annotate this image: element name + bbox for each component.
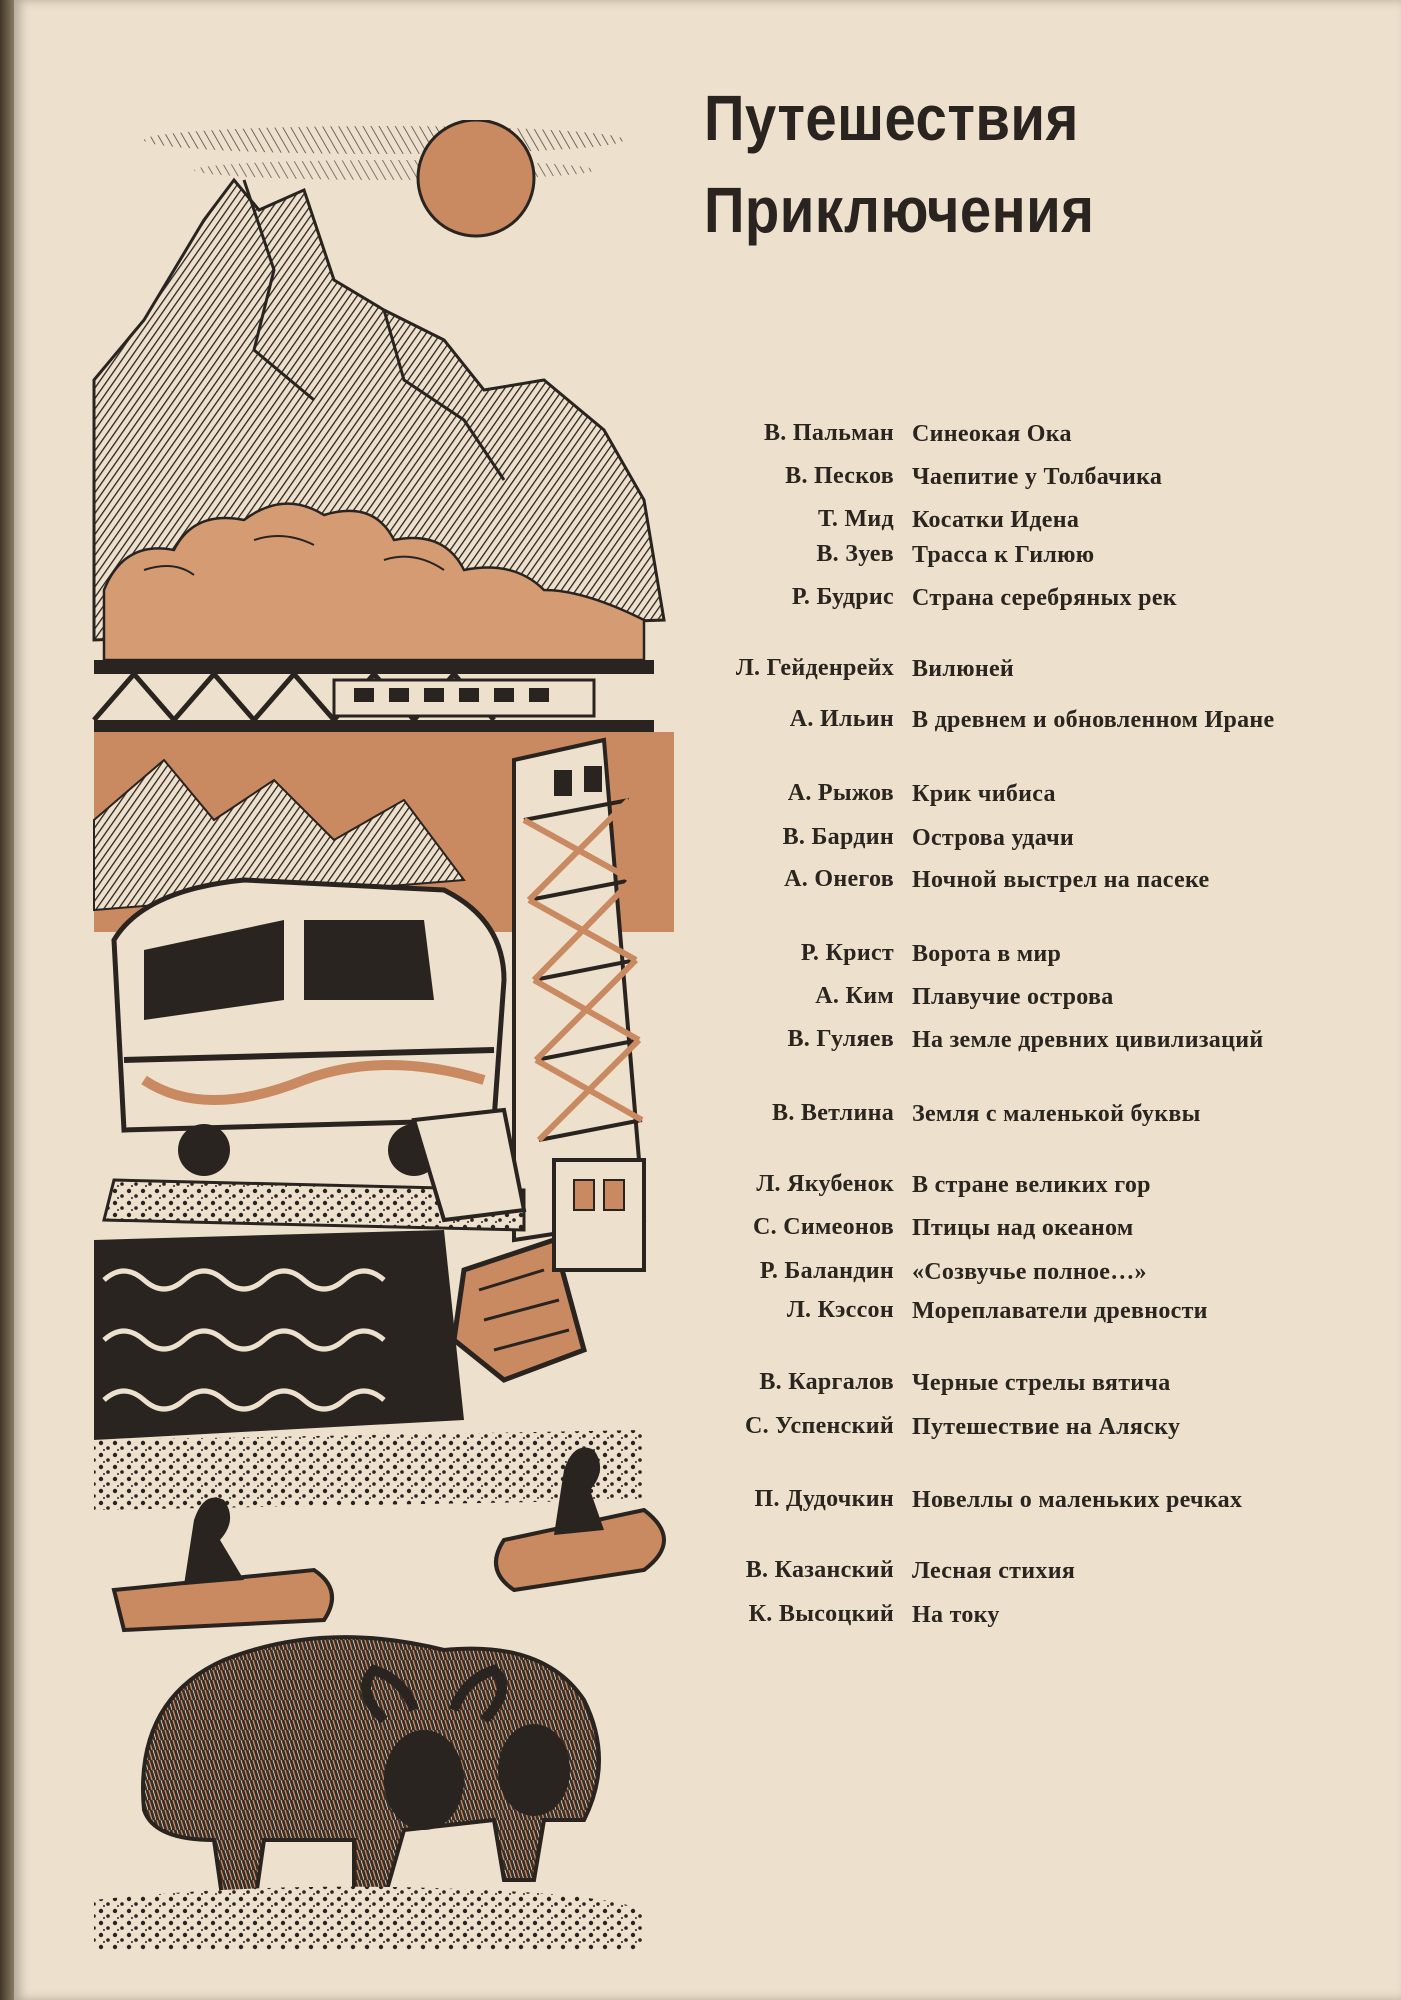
toc-author: В. Каргалов [759,1369,894,1395]
toc-title: Мореплаватели древности [912,1298,1208,1324]
toc-entry [614,1413,1334,1473]
toc-title: Плавучие острова [912,984,1114,1010]
toc-author: С. Симеонов [753,1214,894,1240]
toc-author: Р. Баландин [759,1258,894,1284]
toc-author: А. Ким [815,983,894,1009]
toc-title: Черные стрелы вятича [912,1370,1171,1396]
toc-author: А. Рыжов [787,780,894,806]
toc-entry [614,1297,1334,1357]
toc-title: Острова удачи [912,825,1075,851]
toc-title: Вилюней [912,656,1015,682]
toc-title: Чаепитие у Толбачика [912,464,1163,490]
toc-title: Синеокая Ока [912,421,1072,447]
toc-author: В. Пальман [763,420,894,446]
toc-author: В. Гуляев [787,1026,894,1052]
toc-entry [614,706,1334,766]
toc-author: Л. Якубенок [756,1171,894,1197]
toc-title: Страна серебряных рек [912,585,1177,611]
toc-title: Ворота в мир [912,941,1062,967]
toc-author: Т. Мид [817,506,894,532]
toc-author: В. Бардин [782,824,894,850]
title-line-adventures: Приключения [704,174,1095,246]
title-line-travels: Путешествия [704,82,1079,154]
toc-title: «Созвучье полное…» [912,1259,1147,1285]
toc-author: Р. Будрис [791,584,894,610]
bridge-icon [94,660,654,732]
toc-title: Косатки Идена [912,507,1080,533]
toc-title: Крик чибиса [912,781,1056,807]
toc-entry [614,1100,1334,1160]
toc-author: В. Ветлина [772,1100,894,1126]
toc-title: Новеллы о маленьких речках [912,1487,1243,1513]
toc-entry [614,866,1334,926]
toc-author: Л. Гейденрейх [735,655,894,681]
toc-author: К. Высоцкий [748,1601,894,1627]
toc-title: Лесная стихия [912,1558,1076,1584]
illustration [84,120,684,1950]
toc-author: А. Ильин [789,706,894,732]
page-title [704,72,1094,256]
toc-title: Земля с маленькой буквы [912,1101,1201,1127]
toc-title: Путешествие на Аляску [912,1414,1181,1440]
musk-ox-icon [143,1637,599,1910]
toc-title: Ночной выстрел на пасеке [912,867,1210,893]
toc-entry [614,1486,1334,1546]
toc-author: П. Дудочкин [754,1486,894,1512]
toc-author: А. Онегов [784,866,894,892]
toc-title: Птицы над океаном [912,1215,1134,1241]
toc-title: На току [912,1602,1000,1628]
toc-author: В. Песков [785,463,894,489]
book-spine-edge [0,0,14,2000]
toc-author: Л. Кэссон [786,1297,894,1323]
toc-entry [614,584,1334,644]
book-page [14,0,1401,2000]
toc-title: Трасса к Гилюю [912,542,1095,568]
toc-author: В. Казанский [745,1557,894,1583]
toc-title: В древнем и обновленном Иране [912,707,1275,733]
toc-title: В стране великих гор [912,1172,1151,1198]
toc-entry [614,1601,1334,1661]
toc-author: В. Зуев [816,541,894,567]
toc-title: На земле древних цивилизаций [912,1027,1264,1053]
toc-entry [614,1026,1334,1086]
toc-author: Р. Крист [800,940,894,966]
toc-author: С. Успенский [744,1413,894,1439]
